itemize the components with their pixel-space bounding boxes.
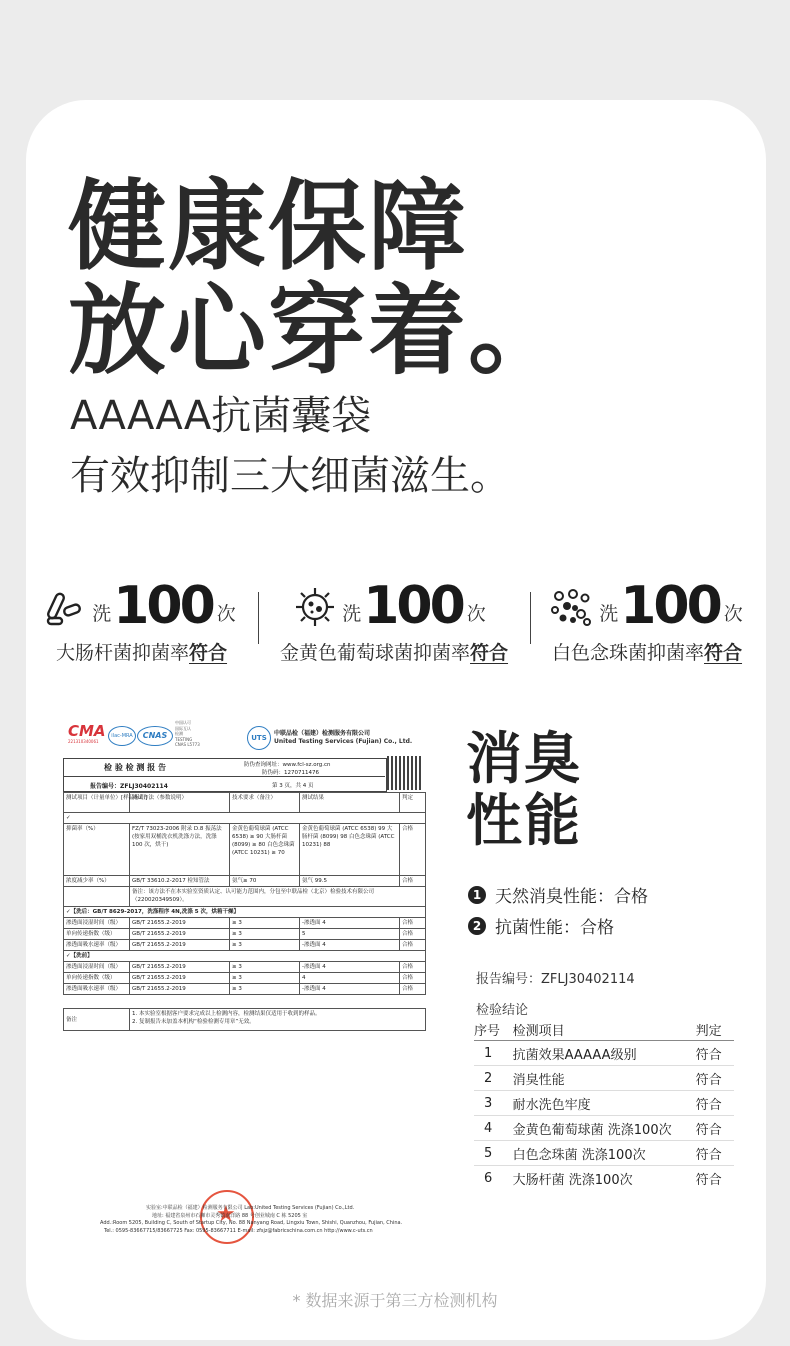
- cma-logo: CMA 221310340061: [68, 722, 106, 744]
- report-table: 测试项目（计量单位）[样品标识] 测试方法（参数说明） 技术要求（备注） 测试结果 判定 ✓ 抑菌率（%） FZ/T 73023-2006 附录 D.8 振荡法(按家用双桶洗衣机洗涤方法，洗涤 100 次，烘干) 金黄色葡萄球菌 (ATCC 6538) ≥ 90 大肠杆菌 (8099) ≥ 80 白色念珠菌 (ATCC 10231) ≥ 70 金黄色葡萄球菌 (ATCC 6538) 99 大肠杆菌 (8099) 98 白色念珠菌 (ATCC 10231) 88 合格 浓度减少率（%） GB/T 33610.2-2017 检知管法 氨气≥ 70 氨气 99.5 合格 备注：该方法不在本实验室资质认定、认可能力范围内，分包至中联品检（北京）检验技术有限公司（220020349509）。 ✓【洗后：GB/T 8629-2017，洗涤程序 4N,洗涤 5 次，烘箱干燥】 渗透面浸湿时间（级） GB/T 21655.2-2019 ≥ 3 -渗透面 4 合格 单向传递指数（级） GB/T 21655.2-2019 ≥ 3 5 合格 渗透面吸水速率（级） GB/T 21655.2-2019 ≥ 3 -渗透面 4 合格 ✓【洗前】 渗透面浸湿时间（级） GB/T 21655.2-2019 ≥ 3 -渗透面 4 合格 单向传递指数（级） GB/T 21655.2-2019 ≥ 3 4 合格 渗透面吸水速率（级） GB/T 21655.2-2019 ≥ 3 -渗透面 4 合格 备注 1. 本实验室根据客户要求完成以上检测内容，检测结果仅适用于收到的样品。 2. 复制报告未加盖本机构“检验检测专用章”无效。: [63, 792, 426, 1031]
- table-row: 1 抗菌效果AAAAA级别 符合: [474, 1041, 734, 1066]
- result-item: 2 抗菌性能：合格: [468, 913, 614, 938]
- org-name-cn: 中联品检（福建）检测服务有限公司: [274, 730, 371, 737]
- report-page: 第 3 页，共 4 页: [272, 783, 314, 789]
- table-row: 5 白色念珠菌 洗涤100次 符合: [474, 1141, 734, 1166]
- section-title-line-2: 性能: [466, 789, 582, 854]
- report-footer-line-2: 地址: 福建省泉州市石狮市灵秀镇南洋路 88 号创业城南 C 栋 5205 室: [152, 1213, 308, 1219]
- cnas-logo: CNAS: [137, 726, 173, 746]
- report-number: 报告编号：ZFLJ30402114: [90, 783, 168, 790]
- section-title-line-1: 消臭: [466, 727, 582, 792]
- anti-fake-code: 防伪码：1270711476: [262, 770, 319, 776]
- result-item: 1 天然消臭性能：合格: [468, 882, 648, 907]
- divider: [530, 592, 531, 644]
- report-footer-line-3: Add.:Room 5205, Building C, South of Startup City, No. 88 Nanyang Road, Lingxiu Town, Shishi, Quanzhou, Fujian, China.: [100, 1220, 403, 1226]
- uts-logo: UTS: [247, 726, 271, 750]
- report-footer-line-4: Tel.: 0595-83667715/83667725 Fax: 0595-83667711 E-mail: zfsjz@fabricschina.com.cn http://www.c-uts.cn: [104, 1228, 373, 1234]
- headline-line-2: 放心穿着。: [68, 274, 569, 388]
- report-footer-line-1: 实验室:中联品检（福建）检测服务有限公司 Lab:United Testing Services (Fujian) Co.,Ltd.: [146, 1205, 355, 1211]
- org-name-en: United Testing Services (Fujian) Co., Ltd.: [274, 738, 413, 745]
- stat-wash-label: 洗: [92, 603, 112, 625]
- cocci-icon: [549, 588, 593, 632]
- stat-verdict: 符合: [704, 642, 743, 664]
- table-row: 2 消臭性能 符合: [474, 1066, 734, 1091]
- table-row: 4 金黄色葡萄球菌 洗涤100次 符合: [474, 1116, 734, 1141]
- divider: [258, 592, 259, 644]
- subheadline-line-1: AAAAA抗菌囊袋: [70, 393, 372, 439]
- bacillus-icon: [46, 588, 86, 632]
- report-title: 检 验 检 测 报 告: [104, 763, 166, 772]
- headline-line-1: 健康保障: [68, 170, 469, 284]
- stat-wash-label: 洗: [599, 603, 619, 625]
- stat-verdict: 符合: [470, 642, 509, 664]
- virus-icon: [294, 586, 336, 632]
- subheadline-line-2: 有效抑制三大细菌滋生。: [70, 453, 510, 499]
- side-report-number: 报告编号：ZFLJ30402114: [476, 972, 635, 987]
- stat-label: 白色念珠菌抑菌率: [552, 642, 705, 664]
- conclusion-label: 检验结论: [476, 1003, 529, 1018]
- qr-code: [387, 756, 421, 790]
- conclusion-table: 序号 检测项目 判定 1 抗菌效果AAAAA级别 符合 2 消臭性能 符合 3 耐水洗色牢度 符合 4 金黄色葡萄球菌 洗涤100次 符合 5 白色念珠菌 洗涤100次 符合 6 大肠杆菌 洗涤100次 符合: [474, 1018, 734, 1190]
- stat-label: 大肠杆菌抑菌率: [56, 642, 190, 664]
- stat-candida: [552, 576, 743, 665]
- stat-unit: 次: [216, 603, 236, 625]
- stat-number: 100: [620, 576, 720, 636]
- stat-unit: 次: [466, 603, 486, 625]
- ilac-logo: ilac-MRA: [108, 726, 136, 746]
- anti-fake-url: 防伪查询网址：www.fcl-sz.org.cn: [244, 762, 331, 768]
- table-row: 3 耐水洗色牢度 符合: [474, 1091, 734, 1116]
- stat-number: 100: [363, 576, 463, 636]
- table-row: 6 大肠杆菌 洗涤100次 符合: [484, 1170, 722, 1188]
- test-report: [60, 718, 426, 1070]
- data-source-note: * 数据来源于第三方检测机构: [292, 1291, 498, 1310]
- cnas-text: 中国认可 国际互认 检测 TESTING CNAS L5773: [175, 720, 200, 747]
- stat-unit: 次: [723, 603, 743, 625]
- stat-number: 100: [113, 576, 213, 636]
- stat-verdict: 符合: [189, 642, 228, 664]
- stat-wash-label: 洗: [342, 603, 362, 625]
- stat-staph: [280, 576, 509, 665]
- stat-label: 金黄色葡萄球菌抑菌率: [280, 642, 471, 664]
- stat-ecoli: [56, 576, 236, 665]
- official-seal: ★: [200, 1190, 254, 1244]
